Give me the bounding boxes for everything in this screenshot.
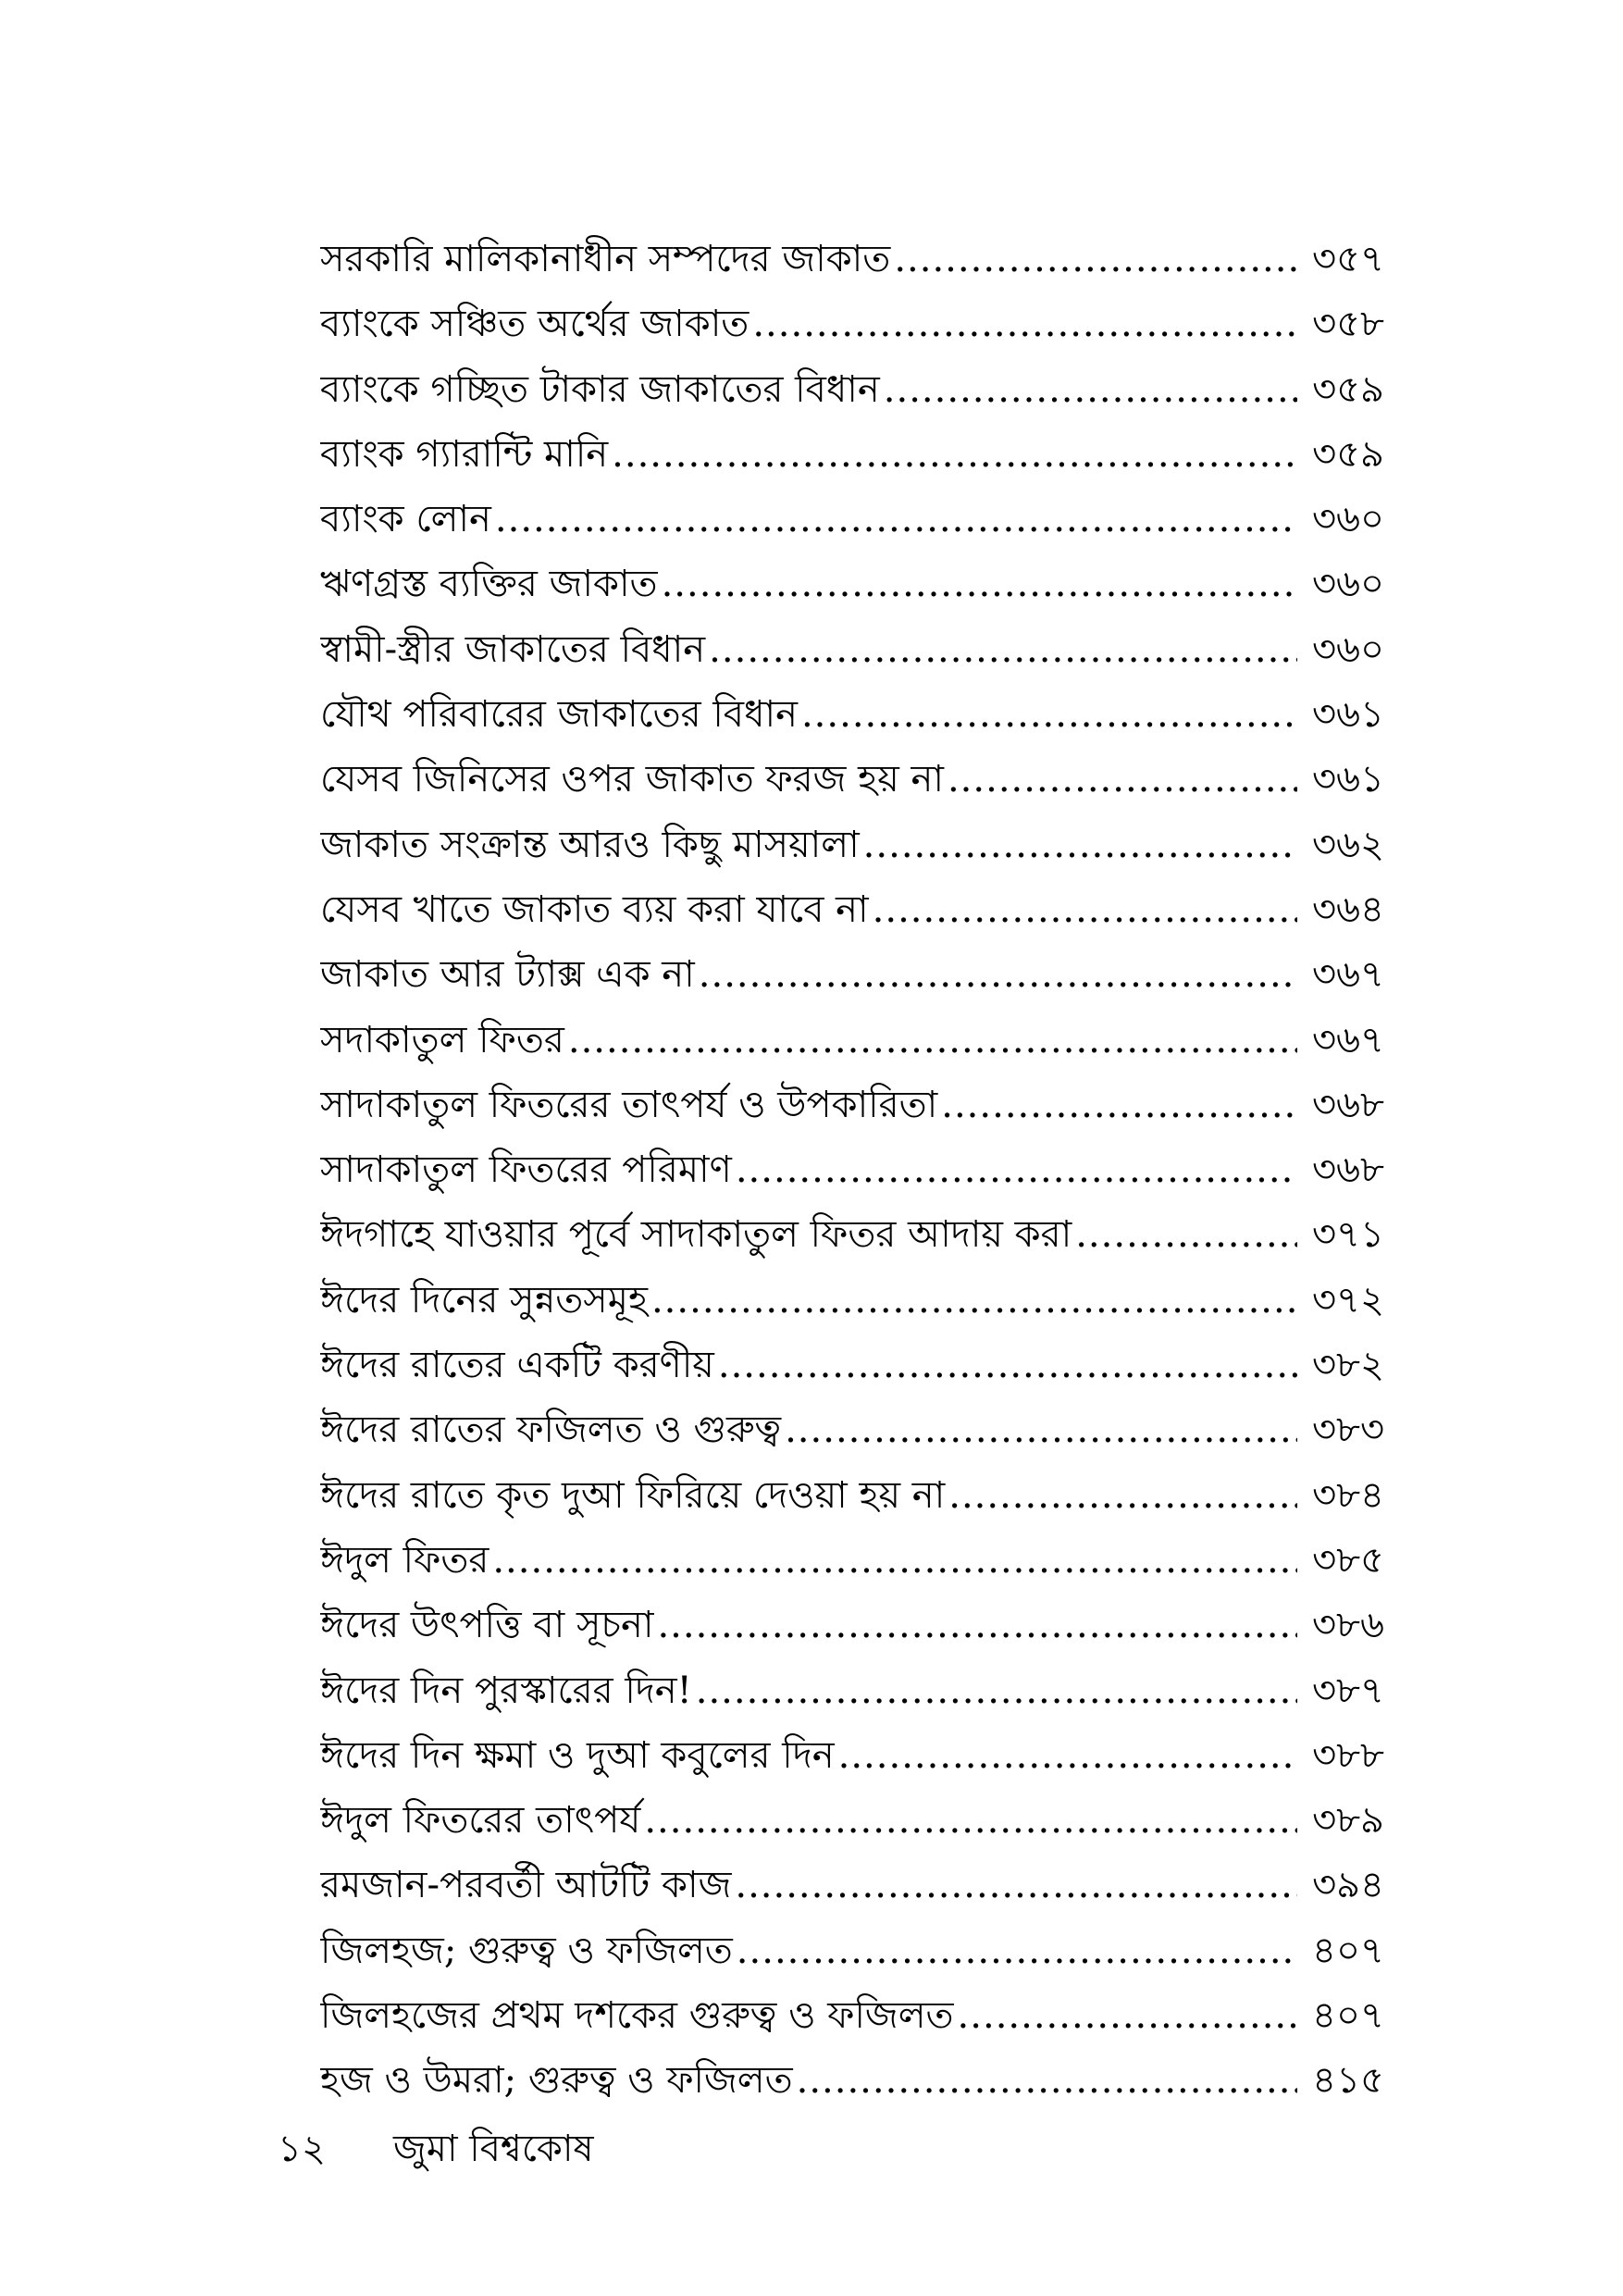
toc-entry-title: সদাকাতুল ফিতর [320, 1018, 564, 1061]
toc-entry-page: ৩৮৭ [1312, 1669, 1384, 1712]
toc-entry-title: ব্যাংক গ্যারান্টি মানি [320, 432, 609, 476]
toc-entry-page: ৩৬০ [1311, 627, 1384, 671]
toc-dot-leader [651, 1268, 1297, 1333]
toc-dot-leader [785, 1397, 1297, 1462]
toc-dot-leader [568, 1008, 1297, 1073]
toc-entry-page: ৩৬২ [1311, 823, 1384, 866]
toc-entry-page: ৩৬০ [1311, 563, 1384, 606]
toc-dot-leader [948, 747, 1297, 812]
toc-dot-leader [699, 942, 1297, 1007]
toc-dot-leader [495, 487, 1297, 552]
toc-entry-title: যেসব জিনিসের ওপর জাকাত ফরজ হয় না [320, 758, 944, 801]
footer-book-title: জুমা বিশ্বকোষ [393, 2128, 594, 2170]
toc-dot-leader [662, 552, 1297, 616]
toc-entry-page: ৩৮৬ [1312, 1604, 1384, 1647]
toc-entry [320, 1983, 1384, 2048]
toc-entry-title: জিলহজ; গুরুত্ব ও ফজিলত [320, 1929, 733, 1972]
toc-entry-title: ঈদের রাতে কৃত দুআ ফিরিয়ে দেওয়া হয় না [320, 1473, 946, 1517]
toc-entry [320, 1528, 1384, 1593]
toc-entry-title: সাদাকাতুল ফিতরের পরিমাণ [320, 1148, 732, 1192]
toc-entry-title: যৌথ পরিবারের জাকাতের বিধান [320, 693, 798, 737]
toc-dot-leader [709, 617, 1297, 682]
toc-dot-leader [797, 2048, 1297, 2113]
toc-entry-title: ঈদুল ফিতরের তাৎপর্য [320, 1799, 641, 1843]
toc-entry-page: ৩৮৫ [1312, 1538, 1384, 1582]
toc-entry [320, 1137, 1384, 1202]
table-of-contents [320, 227, 1384, 2114]
toc-entry-page: ৩৬৮ [1312, 1083, 1384, 1126]
toc-entry-page: ৩৫৮ [1312, 303, 1384, 346]
toc-entry-title: ঈদের দিনের সুন্নতসমূহ [320, 1278, 648, 1322]
toc-entry-page: ৩৫৯ [1312, 367, 1384, 411]
toc-entry [320, 1788, 1384, 1853]
toc-entry-title: জাকাত আর ট্যাক্স এক না [320, 953, 695, 997]
footer-page-number: ১২ [278, 2128, 326, 2170]
toc-entry-title: ব্যাংকে সঞ্চিত অর্থের জাকাত [320, 303, 750, 346]
toc-dot-leader [492, 1528, 1297, 1593]
toc-entry [320, 942, 1384, 1007]
toc-dot-leader [873, 877, 1297, 942]
toc-entry [320, 422, 1384, 487]
toc-entry-title: রমজান-পরবর্তী আটটি কাজ [320, 1864, 732, 1907]
toc-entry-page: ৩৭২ [1311, 1278, 1384, 1322]
toc-entry-title: ঈদের দিন ক্ষমা ও দুআ কবুলের দিন [320, 1733, 835, 1777]
toc-entry-page: ৩৯৪ [1312, 1864, 1384, 1907]
toc-entry-page: ৩৬৭ [1311, 1018, 1384, 1061]
toc-entry [320, 1008, 1384, 1073]
toc-entry-page: ৩৬৪ [1312, 887, 1384, 931]
toc-entry [320, 1073, 1384, 1137]
toc-entry-title: ব্যাংকে গচ্ছিত টাকার জাকাতের বিধান [320, 367, 880, 411]
toc-entry [320, 1333, 1384, 1397]
toc-entry [320, 747, 1384, 812]
toc-entry-page: ৩৮৮ [1312, 1733, 1384, 1777]
toc-entry-page: ৩৬১ [1312, 758, 1384, 801]
toc-entry-page: ৩৬৮ [1312, 1148, 1384, 1192]
toc-entry [320, 1397, 1384, 1462]
toc-entry [320, 1268, 1384, 1333]
toc-entry-page: ৩৬০ [1311, 498, 1384, 541]
toc-entry [320, 877, 1384, 942]
toc-entry [320, 2048, 1384, 2113]
toc-entry-title: ঈদগাহে যাওয়ার পূর্বে সাদাকাতুল ফিতর আদায় করা [320, 1213, 1072, 1257]
toc-dot-leader [644, 1788, 1297, 1853]
toc-entry-title: হজ ও উমরা; গুরুত্ব ও ফজিলত [320, 2059, 793, 2103]
toc-entry [320, 1463, 1384, 1528]
toc-entry [320, 1918, 1384, 1983]
toc-entry-page: ৩৭১ [1312, 1213, 1384, 1257]
toc-entry-title: স্বামী-স্ত্রীর জাকাতের বিধান [320, 627, 706, 671]
toc-entry-title: ব্যাংক লোন [320, 498, 491, 541]
toc-entry-page: ৪০৭ [1312, 1929, 1384, 1972]
toc-entry [320, 357, 1384, 422]
toc-dot-leader [736, 1137, 1297, 1202]
toc-dot-leader [941, 1073, 1297, 1137]
toc-entry [320, 1658, 1384, 1723]
toc-dot-leader [612, 422, 1297, 487]
toc-entry [320, 1593, 1384, 1657]
toc-entry-page: ৪০৭ [1312, 1994, 1384, 2038]
toc-entry [320, 292, 1384, 356]
toc-dot-leader [735, 1853, 1297, 1917]
toc-dot-leader [752, 292, 1297, 356]
toc-dot-leader [657, 1593, 1297, 1657]
toc-entry-title: ঈদুল ফিতর [320, 1538, 489, 1582]
toc-dot-leader [718, 1333, 1297, 1397]
toc-entry-title: জাকাত সংক্রান্ত আরও কিছু মাসয়ালা [320, 823, 860, 866]
toc-entry-title: সাদাকাতুল ফিতরের তাৎপর্য ও উপকারিতা [320, 1083, 938, 1126]
toc-dot-leader [801, 682, 1297, 747]
toc-entry [320, 682, 1384, 747]
toc-entry-page: ৩৫৯ [1312, 432, 1384, 476]
toc-entry-page: ৩৮৯ [1312, 1799, 1384, 1843]
toc-dot-leader [948, 1463, 1297, 1528]
toc-entry-title: সরকারি মালিকানাধীন সম্পদের জাকাত [320, 238, 891, 280]
toc-entry-page: ৩৮২ [1312, 1344, 1384, 1387]
toc-entry [320, 552, 1384, 616]
toc-entry [320, 1853, 1384, 1917]
toc-entry [320, 813, 1384, 877]
toc-entry [320, 1202, 1384, 1267]
toc-entry [320, 227, 1384, 292]
toc-dot-leader [863, 813, 1297, 877]
page-footer [278, 2119, 594, 2181]
toc-entry-page: ৩৬১ [1312, 693, 1384, 737]
toc-entry-title: ঋণগ্রস্ত ব্যক্তির জাকাত [320, 563, 658, 606]
toc-entry-title: ঈদের দিন পুরস্কারের দিন! [320, 1669, 692, 1712]
toc-dot-leader [958, 1983, 1297, 2048]
toc-dot-leader [884, 357, 1297, 422]
toc-entry-page: ৩৬৭ [1311, 953, 1384, 997]
toc-dot-leader [894, 227, 1297, 292]
toc-entry-title: যেসব খাতে জাকাত ব্যয় করা যাবে না [320, 887, 869, 931]
toc-entry-page: ৪১৫ [1312, 2059, 1384, 2103]
toc-entry-title: জিলহজের প্রথম দশকের গুরুত্ব ও ফজিলত [320, 1994, 954, 2038]
toc-entry-title: ঈদের রাতের ফজিলত ও গুরুত্ব [320, 1409, 782, 1452]
toc-entry-page: ৩৮৩ [1312, 1409, 1384, 1452]
toc-dot-leader [737, 1918, 1297, 1983]
toc-entry-page: ৩৮৪ [1312, 1473, 1384, 1517]
toc-entry [320, 617, 1384, 682]
toc-entry-page: ৩৫৭ [1312, 238, 1384, 280]
toc-dot-leader [696, 1658, 1297, 1723]
toc-entry [320, 1723, 1384, 1788]
toc-entry-title: ঈদের উৎপত্তি বা সূচনা [320, 1604, 654, 1647]
toc-dot-leader [1075, 1202, 1297, 1267]
toc-entry [320, 487, 1384, 552]
toc-dot-leader [838, 1723, 1297, 1788]
toc-entry-title: ঈদের রাতের একটি করণীয় [320, 1344, 714, 1387]
